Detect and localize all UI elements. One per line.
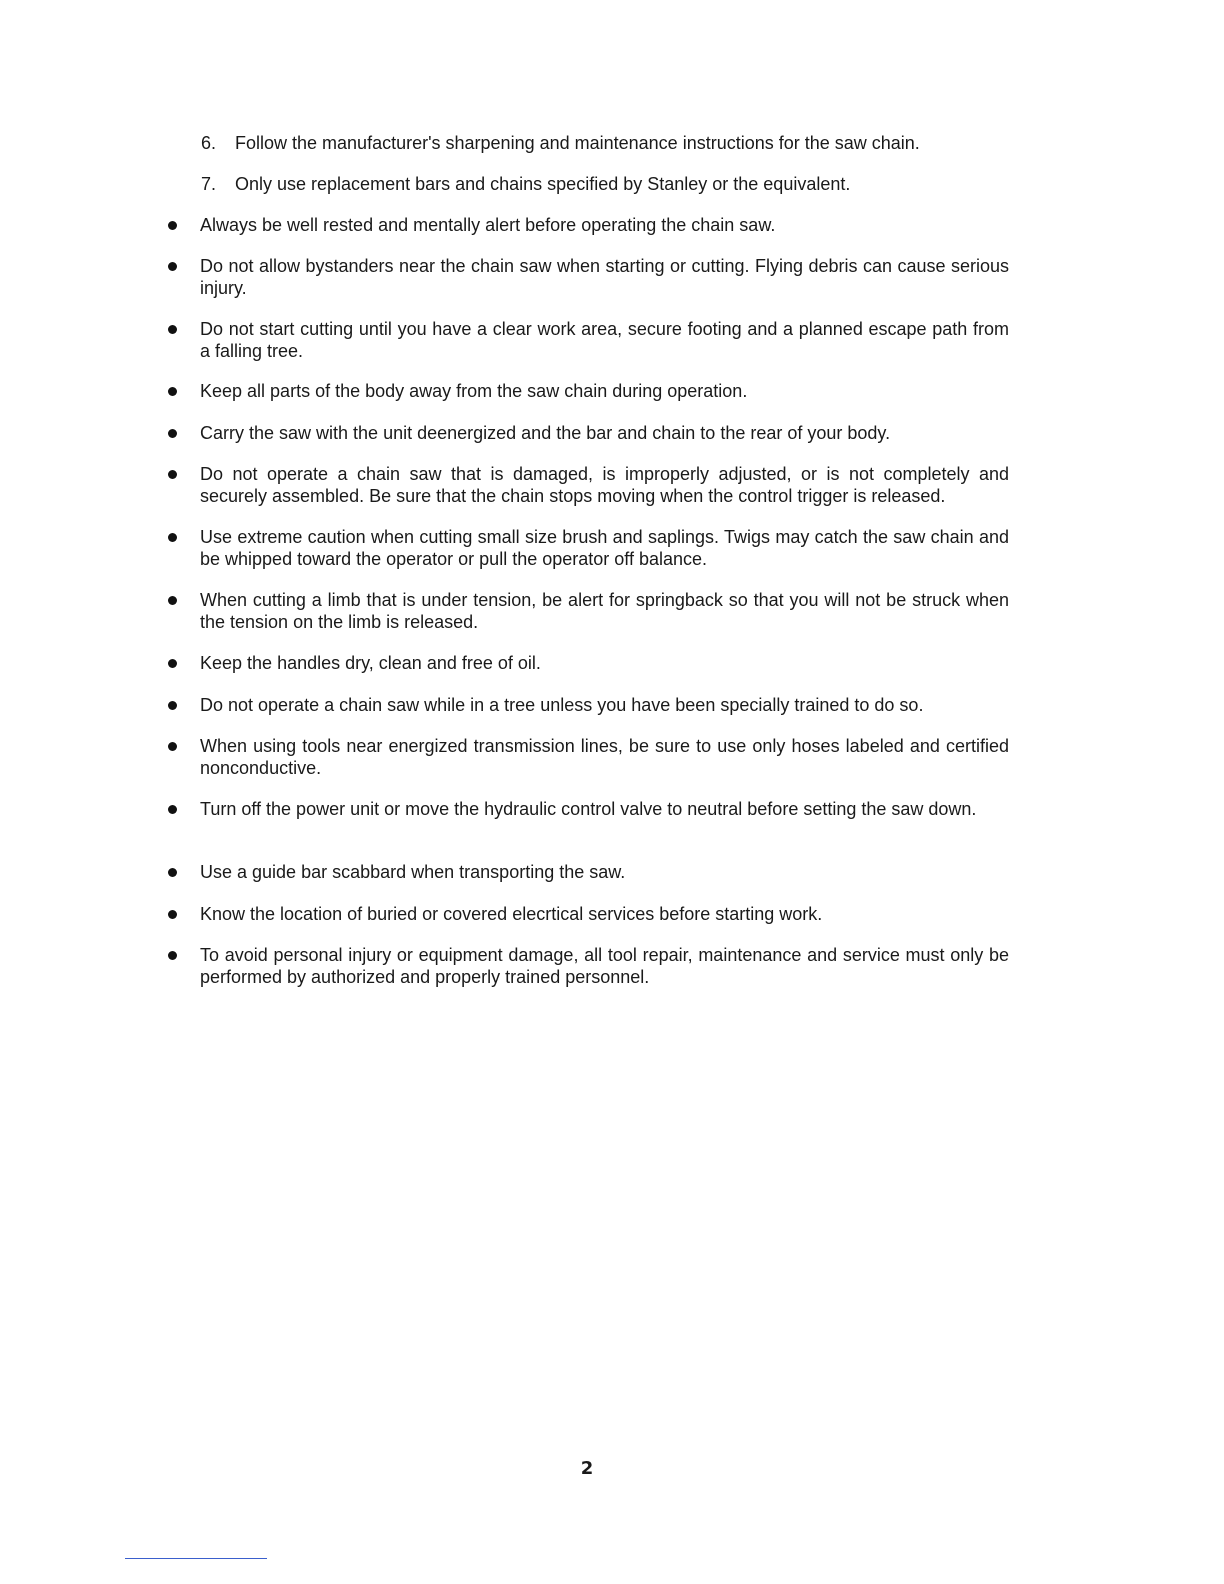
- bullet-icon: [164, 861, 200, 883]
- bullet-text: Do not allow bystanders near the chain saw when starting or cutting. Flying debris can cause serious injury.: [200, 256, 1009, 298]
- item-text: Follow the manufacturer's sharpening and maintenance instructions for the saw chain.: [235, 133, 920, 153]
- bullet-icon: [164, 526, 200, 570]
- bullet-text: When cutting a limb that is under tension, be alert for springback so that you will not be struck when the tension on the limb is released.: [200, 590, 1009, 632]
- bullet-icon: [164, 735, 200, 779]
- bullet-icon: [164, 694, 200, 716]
- bullet-text: When using tools near energized transmission lines, be sure to use only hoses labeled and certified nonconductive.: [200, 736, 1009, 778]
- bullet-text: Do not operate a chain saw that is damaged, is improperly adjusted, or is not completely and securely assembled. Be sure that the chain stops moving when the control trigger is released.: [200, 464, 1009, 506]
- numbered-item-6: [201, 132, 1001, 154]
- bullet-item: [164, 380, 1009, 402]
- bullet-icon: [164, 318, 200, 362]
- bullet-item: [164, 318, 1009, 362]
- bullet-icon: [164, 944, 200, 988]
- bullet-text: Do not start cutting until you have a clear work area, secure footing and a planned escape path from a falling tree.: [200, 319, 1009, 361]
- item-number: 6.: [201, 133, 217, 153]
- bullet-item: [164, 944, 1009, 988]
- bullet-icon: [164, 652, 200, 674]
- bullet-item: [164, 694, 1009, 716]
- item-text: Only use replacement bars and chains specified by Stanley or the equivalent.: [235, 174, 851, 194]
- bullet-icon: [164, 903, 200, 925]
- bullet-item: [164, 214, 1009, 236]
- bullet-icon: [164, 798, 200, 820]
- bullet-text: Keep all parts of the body away from the saw chain during operation.: [200, 381, 748, 401]
- bullet-item: [164, 589, 1009, 633]
- bullet-item: [164, 463, 1009, 507]
- item-number: 7.: [201, 174, 217, 194]
- bullet-icon: [164, 422, 200, 444]
- bullet-icon: [164, 214, 200, 236]
- bullet-text: Always be well rested and mentally alert before operating the chain saw.: [200, 215, 776, 235]
- bullet-text: Use extreme caution when cutting small size brush and saplings. Twigs may catch the saw chain and be whipped toward the operator or pull the operator off balance.: [200, 527, 1009, 569]
- bullet-item: [164, 526, 1009, 570]
- bullet-text: Do not operate a chain saw while in a tree unless you have been specially trained to do so.: [200, 695, 924, 715]
- bullet-text: Know the location of buried or covered elecrtical services before starting work.: [200, 904, 823, 924]
- bullet-icon: [164, 463, 200, 507]
- page-number: 2: [580, 1458, 594, 1479]
- numbered-item-7: [201, 173, 1001, 195]
- bullet-text: Keep the handles dry, clean and free of oil.: [200, 653, 541, 673]
- bullet-icon: [164, 255, 200, 299]
- bullet-icon: [164, 589, 200, 633]
- bullet-text: To avoid personal injury or equipment damage, all tool repair, maintenance and service must only be performed by authorized and properly trained personnel.: [200, 945, 1009, 987]
- bullet-item: [164, 861, 1009, 883]
- bullet-item: [164, 798, 1009, 820]
- bullet-item: [164, 652, 1009, 674]
- bullet-item: [164, 903, 1009, 925]
- bullet-text: Turn off the power unit or move the hydraulic control valve to neutral before setting the saw down.: [200, 799, 977, 819]
- footer-divider: [125, 1558, 267, 1559]
- bullet-item: [164, 255, 1009, 299]
- bullet-text: Carry the saw with the unit deenergized and the bar and chain to the rear of your body.: [200, 423, 891, 443]
- bullet-item: [164, 422, 1009, 444]
- bullet-text: Use a guide bar scabbard when transporting the saw.: [200, 862, 626, 882]
- bullet-item: [164, 735, 1009, 779]
- bullet-icon: [164, 380, 200, 402]
